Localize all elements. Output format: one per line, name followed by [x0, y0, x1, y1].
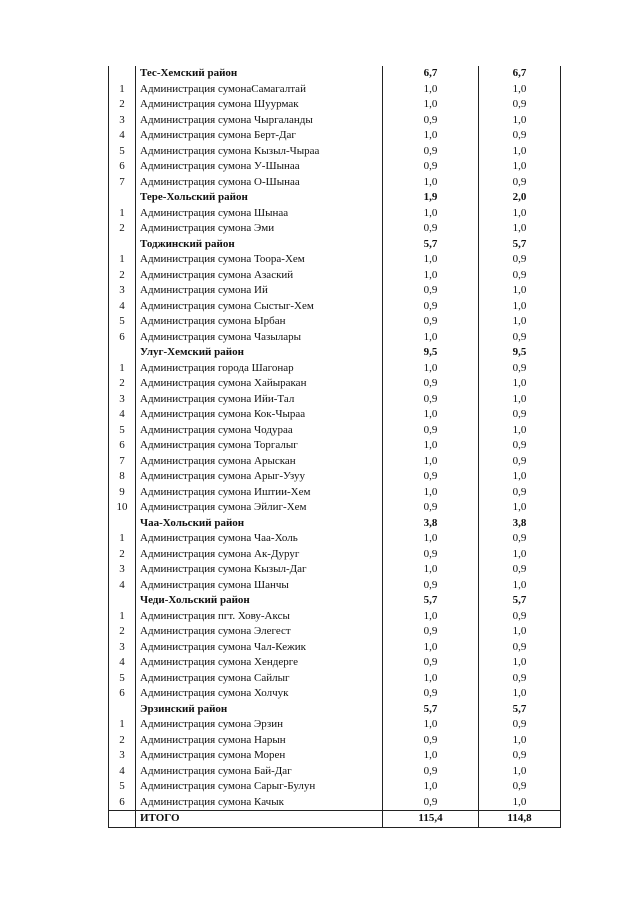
- value-cell-1: 1,0: [383, 330, 479, 346]
- value-cell-1: 1,0: [383, 82, 479, 98]
- value-cell-2: 1,0: [479, 624, 561, 640]
- table-row: [109, 206, 561, 222]
- table-row: [109, 578, 561, 594]
- value-cell-1: 1,0: [383, 562, 479, 578]
- value-cell-2: 1,0: [479, 392, 561, 408]
- total-row: [109, 811, 561, 828]
- name-cell: Тес-Хемский район: [136, 66, 383, 82]
- value-cell-1: 1,0: [383, 438, 479, 454]
- value-cell-2: 1,0: [479, 578, 561, 594]
- value-cell-1: 0,9: [383, 795, 479, 811]
- value-cell-2: 1,0: [479, 206, 561, 222]
- row-number-cell: [109, 237, 136, 253]
- table-row: [109, 314, 561, 330]
- name-cell: Администрация сумона Ийи-Тал: [136, 392, 383, 408]
- table-row: [109, 159, 561, 175]
- name-cell: Администрация сумона Кызыл-Даг: [136, 562, 383, 578]
- value-cell-1: 115,4: [383, 811, 479, 828]
- value-cell-1: 0,9: [383, 578, 479, 594]
- value-cell-1: 1,0: [383, 361, 479, 377]
- name-cell: Администрация сумона Бай-Даг: [136, 764, 383, 780]
- table-row: [109, 221, 561, 237]
- name-cell: Администрация города Шагонар: [136, 361, 383, 377]
- name-cell: Администрация сумона Кок-Чыраа: [136, 407, 383, 423]
- value-cell-1: 0,9: [383, 500, 479, 516]
- value-cell-2: 1,0: [479, 159, 561, 175]
- name-cell: Администрация сумонаСамагалтай: [136, 82, 383, 98]
- table-body: [109, 66, 561, 827]
- value-cell-2: 0,9: [479, 562, 561, 578]
- value-cell-2: 2,0: [479, 190, 561, 206]
- value-cell-2: 1,0: [479, 547, 561, 563]
- value-cell-2: 0,9: [479, 175, 561, 191]
- district-row: [109, 516, 561, 532]
- table-row: [109, 376, 561, 392]
- row-number-cell: 4: [109, 578, 136, 594]
- row-number-cell: 2: [109, 221, 136, 237]
- value-cell-1: 0,9: [383, 733, 479, 749]
- value-cell-2: 1,0: [479, 686, 561, 702]
- table-row: [109, 686, 561, 702]
- name-cell: Администрация сумона Арыскан: [136, 454, 383, 470]
- value-cell-1: 1,0: [383, 268, 479, 284]
- row-number-cell: 8: [109, 469, 136, 485]
- value-cell-2: 1,0: [479, 469, 561, 485]
- table-row: [109, 438, 561, 454]
- value-cell-2: 1,0: [479, 314, 561, 330]
- row-number-cell: 1: [109, 252, 136, 268]
- table-row: [109, 764, 561, 780]
- value-cell-1: 0,9: [383, 299, 479, 315]
- table-row: [109, 268, 561, 284]
- table-row: [109, 609, 561, 625]
- name-cell: Администрация сумона Торгалыг: [136, 438, 383, 454]
- row-number-cell: 6: [109, 795, 136, 811]
- table-row: [109, 330, 561, 346]
- table-row: [109, 562, 561, 578]
- value-cell-1: 0,9: [383, 376, 479, 392]
- name-cell: Администрация сумона Тоора-Хем: [136, 252, 383, 268]
- value-cell-2: 1,0: [479, 500, 561, 516]
- table-row: [109, 717, 561, 733]
- row-number-cell: [109, 811, 136, 828]
- row-number-cell: 3: [109, 283, 136, 299]
- value-cell-2: 1,0: [479, 299, 561, 315]
- row-number-cell: 3: [109, 113, 136, 129]
- name-cell: Чеди-Хольский район: [136, 593, 383, 609]
- name-cell: Администрация сумона Арыг-Узуу: [136, 469, 383, 485]
- value-cell-1: 0,9: [383, 655, 479, 671]
- value-cell-2: 1,0: [479, 376, 561, 392]
- value-cell-2: 0,9: [479, 531, 561, 547]
- value-cell-1: 1,9: [383, 190, 479, 206]
- row-number-cell: 3: [109, 748, 136, 764]
- name-cell: Администрация пгт. Хову-Аксы: [136, 609, 383, 625]
- name-cell: Тере-Хольский район: [136, 190, 383, 206]
- row-number-cell: [109, 190, 136, 206]
- district-row: [109, 702, 561, 718]
- table-row: [109, 252, 561, 268]
- name-cell: Администрация сумона У-Шынаа: [136, 159, 383, 175]
- value-cell-1: 0,9: [383, 283, 479, 299]
- value-cell-1: 0,9: [383, 624, 479, 640]
- row-number-cell: 3: [109, 562, 136, 578]
- value-cell-1: 3,8: [383, 516, 479, 532]
- value-cell-1: 6,7: [383, 66, 479, 82]
- value-cell-2: 0,9: [479, 640, 561, 656]
- table-row: [109, 144, 561, 160]
- value-cell-2: 0,9: [479, 97, 561, 113]
- value-cell-2: 1,0: [479, 82, 561, 98]
- name-cell: Администрация сумона Морен: [136, 748, 383, 764]
- row-number-cell: 3: [109, 640, 136, 656]
- row-number-cell: [109, 66, 136, 82]
- row-number-cell: 2: [109, 733, 136, 749]
- table-row: [109, 454, 561, 470]
- value-cell-2: 6,7: [479, 66, 561, 82]
- table-row: [109, 547, 561, 563]
- value-cell-1: 0,9: [383, 159, 479, 175]
- name-cell: Администрация сумона Сайлыг: [136, 671, 383, 687]
- value-cell-2: 1,0: [479, 221, 561, 237]
- value-cell-2: 0,9: [479, 407, 561, 423]
- name-cell: Администрация сумона Иштии-Хем: [136, 485, 383, 501]
- row-number-cell: 4: [109, 299, 136, 315]
- row-number-cell: 10: [109, 500, 136, 516]
- value-cell-2: 0,9: [479, 454, 561, 470]
- value-cell-2: 0,9: [479, 330, 561, 346]
- row-number-cell: 4: [109, 407, 136, 423]
- value-cell-1: 0,9: [383, 686, 479, 702]
- name-cell: Администрация сумона Чодураа: [136, 423, 383, 439]
- value-cell-2: 0,9: [479, 485, 561, 501]
- value-cell-2: 0,9: [479, 252, 561, 268]
- name-cell: Администрация сумона Элегест: [136, 624, 383, 640]
- allocation-table: [108, 66, 561, 828]
- table-row: [109, 640, 561, 656]
- name-cell: Администрация сумона Ий: [136, 283, 383, 299]
- table-row: [109, 392, 561, 408]
- value-cell-1: 0,9: [383, 144, 479, 160]
- value-cell-1: 1,0: [383, 407, 479, 423]
- value-cell-1: 5,7: [383, 237, 479, 253]
- value-cell-2: 1,0: [479, 423, 561, 439]
- name-cell: Администрация сумона Качык: [136, 795, 383, 811]
- name-cell: Администрация сумона Эйлиг-Хем: [136, 500, 383, 516]
- value-cell-2: 0,9: [479, 361, 561, 377]
- row-number-cell: 2: [109, 268, 136, 284]
- row-number-cell: 4: [109, 128, 136, 144]
- name-cell: Администрация сумона Хендерге: [136, 655, 383, 671]
- value-cell-1: 0,9: [383, 314, 479, 330]
- value-cell-2: 114,8: [479, 811, 561, 828]
- value-cell-1: 9,5: [383, 345, 479, 361]
- row-number-cell: 5: [109, 314, 136, 330]
- name-cell: Администрация сумона Берт-Даг: [136, 128, 383, 144]
- row-number-cell: 1: [109, 206, 136, 222]
- row-number-cell: 1: [109, 82, 136, 98]
- name-cell: Администрация сумона Сыстыг-Хем: [136, 299, 383, 315]
- name-cell: Администрация сумона Чал-Кежик: [136, 640, 383, 656]
- name-cell: Администрация сумона Эми: [136, 221, 383, 237]
- name-cell: Администрация сумона Хайыракан: [136, 376, 383, 392]
- district-row: [109, 66, 561, 82]
- district-row: [109, 593, 561, 609]
- row-number-cell: 3: [109, 392, 136, 408]
- row-number-cell: 5: [109, 671, 136, 687]
- row-number-cell: [109, 593, 136, 609]
- row-number-cell: 2: [109, 97, 136, 113]
- value-cell-2: 0,9: [479, 438, 561, 454]
- row-number-cell: 2: [109, 624, 136, 640]
- name-cell: Чаа-Хольский район: [136, 516, 383, 532]
- row-number-cell: 1: [109, 609, 136, 625]
- district-row: [109, 190, 561, 206]
- value-cell-1: 1,0: [383, 252, 479, 268]
- row-number-cell: 2: [109, 376, 136, 392]
- value-cell-2: 0,9: [479, 128, 561, 144]
- district-row: [109, 345, 561, 361]
- value-cell-2: 5,7: [479, 237, 561, 253]
- row-number-cell: [109, 345, 136, 361]
- value-cell-2: 0,9: [479, 717, 561, 733]
- value-cell-2: 1,0: [479, 113, 561, 129]
- table-row: [109, 485, 561, 501]
- value-cell-2: 0,9: [479, 779, 561, 795]
- table-row: [109, 779, 561, 795]
- value-cell-1: 5,7: [383, 702, 479, 718]
- name-cell: Администрация сумона Холчук: [136, 686, 383, 702]
- value-cell-1: 0,9: [383, 764, 479, 780]
- value-cell-1: 0,9: [383, 547, 479, 563]
- value-cell-1: 0,9: [383, 113, 479, 129]
- value-cell-1: 1,0: [383, 717, 479, 733]
- value-cell-1: 1,0: [383, 454, 479, 470]
- value-cell-2: 1,0: [479, 795, 561, 811]
- value-cell-1: 0,9: [383, 221, 479, 237]
- table-row: [109, 469, 561, 485]
- value-cell-1: 1,0: [383, 609, 479, 625]
- name-cell: Улуг-Хемский район: [136, 345, 383, 361]
- row-number-cell: 6: [109, 330, 136, 346]
- value-cell-2: 1,0: [479, 655, 561, 671]
- table-row: [109, 624, 561, 640]
- table-row: [109, 175, 561, 191]
- value-cell-1: 1,0: [383, 206, 479, 222]
- table-row: [109, 733, 561, 749]
- value-cell-2: 0,9: [479, 609, 561, 625]
- table-row: [109, 82, 561, 98]
- name-cell: Администрация сумона Ырбан: [136, 314, 383, 330]
- name-cell: Администрация сумона Нарын: [136, 733, 383, 749]
- table-row: [109, 500, 561, 516]
- value-cell-1: 5,7: [383, 593, 479, 609]
- value-cell-2: 1,0: [479, 283, 561, 299]
- value-cell-1: 0,9: [383, 469, 479, 485]
- name-cell: ИТОГО: [136, 811, 383, 828]
- name-cell: Администрация сумона Эрзин: [136, 717, 383, 733]
- table-row: [109, 423, 561, 439]
- value-cell-2: 5,7: [479, 702, 561, 718]
- row-number-cell: 9: [109, 485, 136, 501]
- row-number-cell: 4: [109, 655, 136, 671]
- row-number-cell: 6: [109, 438, 136, 454]
- name-cell: Администрация сумона Чазылары: [136, 330, 383, 346]
- row-number-cell: 1: [109, 717, 136, 733]
- name-cell: Администрация сумона О-Шынаа: [136, 175, 383, 191]
- row-number-cell: 1: [109, 531, 136, 547]
- value-cell-1: 0,9: [383, 392, 479, 408]
- value-cell-2: 0,9: [479, 671, 561, 687]
- value-cell-2: 1,0: [479, 733, 561, 749]
- value-cell-1: 1,0: [383, 531, 479, 547]
- name-cell: Администрация сумона Ак-Дуруг: [136, 547, 383, 563]
- row-number-cell: 6: [109, 159, 136, 175]
- value-cell-1: 0,9: [383, 423, 479, 439]
- name-cell: Администрация сумона Азаский: [136, 268, 383, 284]
- table-row: [109, 113, 561, 129]
- table-row: [109, 671, 561, 687]
- name-cell: Администрация сумона Чаа-Холь: [136, 531, 383, 547]
- name-cell: Администрация сумона Сарыг-Булун: [136, 779, 383, 795]
- table-row: [109, 283, 561, 299]
- table-row: [109, 407, 561, 423]
- table-row: [109, 128, 561, 144]
- value-cell-2: 5,7: [479, 593, 561, 609]
- row-number-cell: 6: [109, 686, 136, 702]
- table-row: [109, 748, 561, 764]
- value-cell-1: 1,0: [383, 779, 479, 795]
- row-number-cell: 4: [109, 764, 136, 780]
- value-cell-2: 0,9: [479, 748, 561, 764]
- table-row: [109, 655, 561, 671]
- name-cell: Администрация сумона Шынаа: [136, 206, 383, 222]
- row-number-cell: 5: [109, 144, 136, 160]
- value-cell-1: 1,0: [383, 640, 479, 656]
- row-number-cell: 2: [109, 547, 136, 563]
- value-cell-2: 0,9: [479, 268, 561, 284]
- name-cell: Тоджинский район: [136, 237, 383, 253]
- value-cell-1: 1,0: [383, 671, 479, 687]
- value-cell-1: 1,0: [383, 748, 479, 764]
- row-number-cell: 5: [109, 423, 136, 439]
- name-cell: Администрация сумона Кызыл-Чыраа: [136, 144, 383, 160]
- value-cell-1: 1,0: [383, 175, 479, 191]
- row-number-cell: 5: [109, 779, 136, 795]
- value-cell-2: 9,5: [479, 345, 561, 361]
- value-cell-1: 1,0: [383, 97, 479, 113]
- row-number-cell: 7: [109, 454, 136, 470]
- row-number-cell: 1: [109, 361, 136, 377]
- table-row: [109, 299, 561, 315]
- table-row: [109, 361, 561, 377]
- district-row: [109, 237, 561, 253]
- value-cell-1: 1,0: [383, 128, 479, 144]
- name-cell: Администрация сумона Чыргаланды: [136, 113, 383, 129]
- table-row: [109, 531, 561, 547]
- row-number-cell: [109, 516, 136, 532]
- table-row: [109, 795, 561, 811]
- value-cell-2: 3,8: [479, 516, 561, 532]
- value-cell-2: 1,0: [479, 764, 561, 780]
- row-number-cell: [109, 702, 136, 718]
- name-cell: Администрация сумона Шанчы: [136, 578, 383, 594]
- table-row: [109, 97, 561, 113]
- value-cell-2: 1,0: [479, 144, 561, 160]
- name-cell: Эрзинский район: [136, 702, 383, 718]
- value-cell-1: 1,0: [383, 485, 479, 501]
- name-cell: Администрация сумона Шуурмак: [136, 97, 383, 113]
- row-number-cell: 7: [109, 175, 136, 191]
